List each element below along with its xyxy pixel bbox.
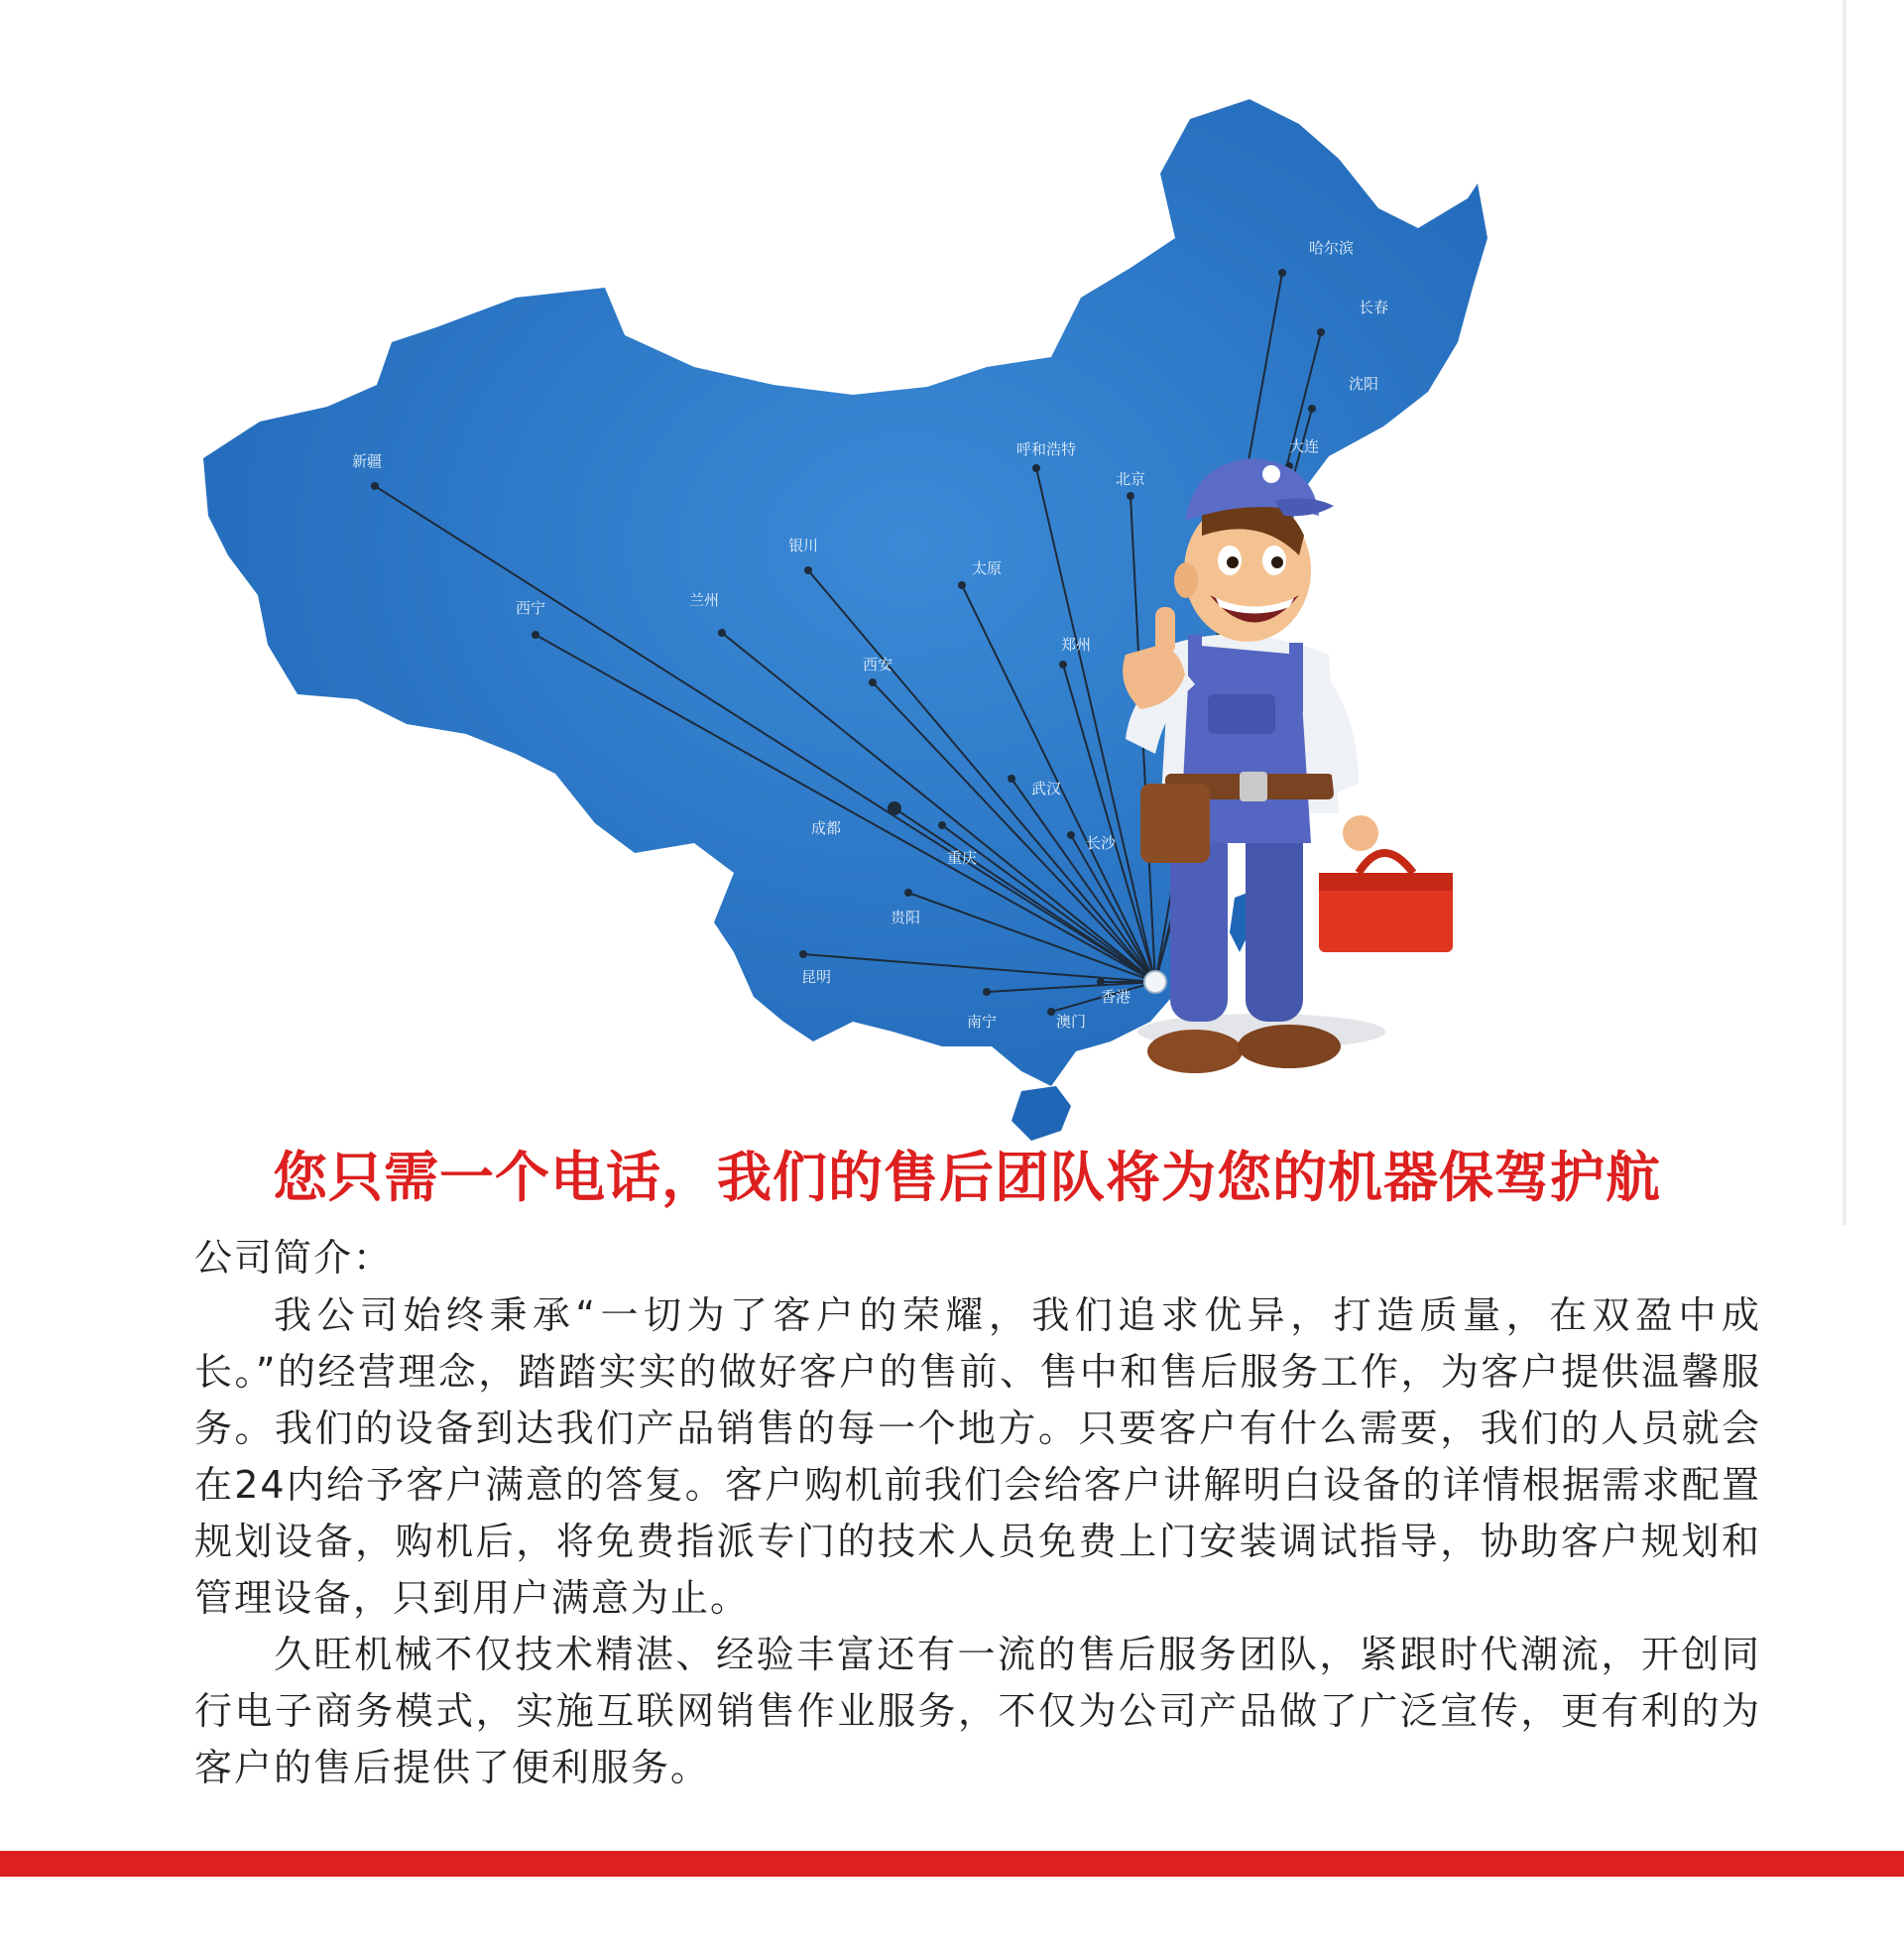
city-dot-xian	[869, 678, 877, 686]
city-label-harbin: 哈尔滨	[1309, 239, 1355, 257]
city-label-changsha: 长沙	[1086, 834, 1117, 852]
city-label-xian: 西安	[863, 656, 893, 673]
intro-heading: 公司简介：	[194, 1236, 394, 1280]
city-label-macau: 澳门	[1056, 1013, 1087, 1031]
city-label-shenyang: 沈阳	[1349, 375, 1379, 393]
city-label-xinjiang: 新疆	[352, 452, 383, 470]
hub-marker	[1144, 971, 1166, 993]
city-label-wuhan: 武汉	[1031, 780, 1062, 797]
city-dot-nanning	[983, 988, 991, 996]
city-label-chongqing: 重庆	[947, 849, 978, 867]
city-label-yinchuan: 银川	[788, 537, 819, 554]
city-dot-taiyuan	[958, 581, 966, 589]
slogan-headline: 您只需一个电话，我们的售后团队将为您的机器保驾护航	[273, 1146, 1662, 1209]
city-label-changchun: 长春	[1359, 299, 1389, 316]
city-label-zhengzhou: 郑州	[1061, 636, 1092, 654]
city-label-beijing: 北京	[1116, 470, 1146, 488]
city-dot-beijing	[1127, 492, 1134, 500]
city-label-dalian: 大连	[1289, 437, 1320, 455]
city-dot-kunming	[799, 950, 807, 958]
city-label-hongkong: 香港	[1101, 988, 1131, 1006]
city-label-taiyuan: 太原	[972, 559, 1003, 577]
city-dot-xinjiang	[371, 482, 379, 490]
city-label-lanzhou: 兰州	[689, 591, 720, 609]
city-dot-lanzhou	[718, 629, 726, 637]
city-dot-yinchuan	[804, 566, 812, 574]
footer-bar	[0, 1851, 1904, 1877]
city-dot-guiyang	[904, 889, 912, 897]
city-dot-chongqing	[938, 821, 946, 829]
city-dot-shenyang	[1308, 405, 1316, 413]
city-dot-xining	[532, 631, 539, 639]
city-dot-changchun	[1317, 328, 1325, 336]
city-label-chengdu: 成都	[811, 819, 842, 837]
city-label-hohhot: 呼和浩特	[1016, 440, 1077, 458]
city-label-nanning: 南宁	[967, 1013, 998, 1031]
intro-paragraph-1: 我公司始终秉承“一切为了客户的荣耀，我们追求优异，打造质量，在双盈中成长。”的经营理念，踏踏实实的做好客户的售前、售中和售后服务工作，为客户提供温馨服务。我们的设备到达我们产品销售的每一个地方。只要客户有什么需要，我们的人员就会在24内给予客户满意的答复。客户购机前我们会给客户讲解明白设备的详情根据需求配置规划设备，购机后，将免费指派专门的技术人员免费上门安装调试指导，协助客户规划和管理设备，只到用户满意为止。	[194, 1293, 1761, 1620]
city-dot-wuhan	[1008, 775, 1015, 783]
city-dot-changsha	[1067, 831, 1075, 839]
hainan-island	[1012, 1086, 1071, 1141]
company-intro-section	[194, 1230, 1761, 1796]
city-label-kunming: 昆明	[801, 968, 832, 986]
intro-paragraph-2: 久旺机械不仅技术精湛、经验丰富还有一流的售后服务团队，紧跟时代潮流，开创同行电子商务模式，实施互联网销售作业服务，不仅为公司产品做了广泛宣传，更有利的为客户的售后提供了便利服务。	[194, 1633, 1761, 1789]
city-label-xining: 西宁	[516, 599, 546, 617]
right-edge-divider	[1843, 0, 1846, 1225]
city-dot-hohhot	[1032, 464, 1040, 472]
city-dot-harbin	[1278, 269, 1286, 277]
city-dot-chengdu	[888, 801, 901, 815]
city-dot-macau	[1047, 1008, 1055, 1016]
city-dot-zhengzhou	[1059, 661, 1067, 669]
city-label-guiyang: 贵阳	[891, 909, 921, 926]
city-dot-hongkong	[1097, 978, 1105, 986]
